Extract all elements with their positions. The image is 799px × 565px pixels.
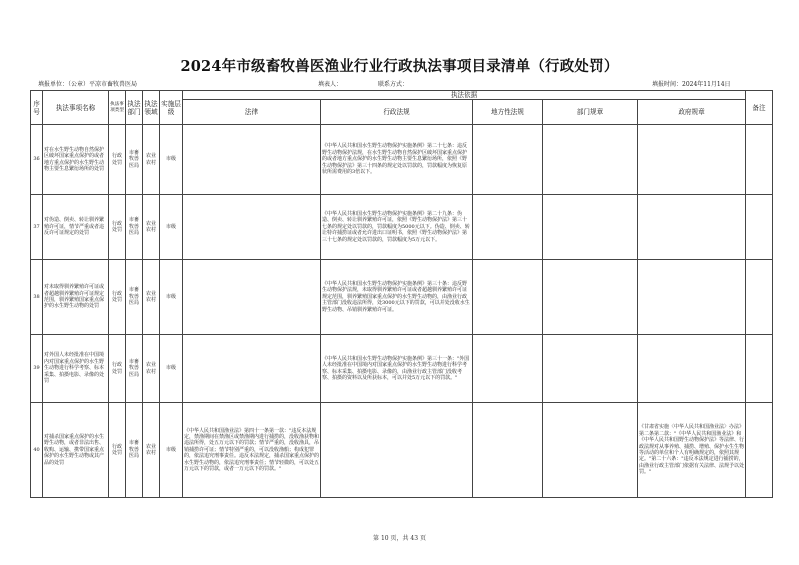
row-remark <box>746 260 773 335</box>
row-dept-rule <box>543 335 638 403</box>
header-level: 实施层级 <box>160 91 183 125</box>
row-remark <box>746 125 773 195</box>
row-seq: 37 <box>31 195 43 260</box>
row-field: 农业农村 <box>143 260 160 335</box>
row-law <box>183 260 321 335</box>
table-row <box>31 260 773 335</box>
row-dept: 市畜牧兽医局 <box>126 403 143 498</box>
row-field: 农业农村 <box>143 195 160 260</box>
table-row <box>31 335 773 403</box>
row-name: 对捕杀国家重点保护的水生野生动物，或者非法出售、收购、运输、携带国家重点保护的水生野生动物或其产品的处罚 <box>43 403 109 498</box>
row-dept: 市畜牧兽医局 <box>126 195 143 260</box>
contact-label: 联系方式： <box>378 81 409 88</box>
row-law: 《中华人民共和国渔业法》第四十一条第一款："违反本法规定，禁渔期间在禁渔区或禁渔期内进行捕捞的，没收渔获物和违法所得，处五万元以下的罚款；情节严重的，没收渔具，吊销捕捞许可证；情节特别严重的，可以没收渔船；构成犯罪的，依法追究刑事责任。违反本法规定，捕杀国家重点保护的水生野生动物的，依法追究刑事责任；情节轻微的，可以处五万元以下的罚款，或者一万元以下的罚款。" <box>183 403 321 498</box>
row-local-reg <box>473 403 543 498</box>
row-admin-reg: 《中华人民共和国水生野生动物保护实施条例》第二十九条：伪造、倒卖、转让驯养繁殖许可证，依照《野生动物保护法》第三十七条的规定处以罚款的，罚款幅度为5000元以下。伪造、倒卖、转让特许捕捞证或者允许进出口证明书，依照《野生动物保护法》第三十七条的规定处以罚款的，罚款幅度为5万元以下。 <box>321 195 473 260</box>
row-dept-rule <box>543 195 638 260</box>
header-field: 执法领域 <box>143 91 160 125</box>
row-law <box>183 195 321 260</box>
row-dept: 市畜牧兽医局 <box>126 260 143 335</box>
row-gov-rule <box>638 335 746 403</box>
row-dept: 市畜牧兽医局 <box>126 125 143 195</box>
table-row <box>31 125 773 195</box>
row-type: 行政处罚 <box>109 403 126 498</box>
header-seq: 序号 <box>31 91 43 125</box>
row-level: 市级 <box>160 403 183 498</box>
row-remark <box>746 403 773 498</box>
header-type: 执法事项类型 <box>109 91 126 125</box>
page-title: 2024年市级畜牧兽医渔业行业行政执法事项目录清单（行政处罚） <box>180 58 619 75</box>
row-seq: 40 <box>31 403 43 498</box>
enforcement-table <box>30 90 773 498</box>
row-level: 市级 <box>160 260 183 335</box>
row-name: 对在水生野生动物自然保护区破坏国家重点保护的或者地方重点保护的水生野生动物主要生息繁衍场所的处罚 <box>43 125 109 195</box>
row-seq: 36 <box>31 125 43 195</box>
row-type: 行政处罚 <box>109 335 126 403</box>
row-level: 市级 <box>160 195 183 260</box>
row-type: 行政处罚 <box>109 195 126 260</box>
page-number: 第 10 页，共 43 页 <box>373 535 426 542</box>
table-row <box>31 195 773 260</box>
row-gov-rule: 《甘肃省实施〈中华人民共和国渔业法〉办法》第二条第二款："《中华人民共和国渔业法》和《中华人民共和国野生动物保护法》等法律、行政法规对从事养殖、捕捞、增殖、保护水生生物等活动的单位和个人有明确规定的，依照其规定。"第二十六条："违反本法规定进行捕捞的，由渔业行政主管部门依据有关法律、法规予以处罚。" <box>638 403 746 498</box>
row-name: 对伪造、倒卖、转让驯养繁殖许可证，情节严重或者违反许可证规定的处罚 <box>43 195 109 260</box>
row-remark <box>746 195 773 260</box>
table-row <box>31 403 773 498</box>
row-field: 农业农村 <box>143 125 160 195</box>
row-dept-rule <box>543 260 638 335</box>
header-dept-rule: 部门规章 <box>543 100 638 125</box>
row-admin-reg: 《中华人民共和国水生野生动物保护实施条例》第三十一条："外国人未经批准在中国境内对国家重点保护的水生野生动物进行科学考察、标本采集、拍摄电影、录像的，由渔业行政主管部门没收考察、拍摄的资料以及所获标本，可以并处5万元以下的罚款。" <box>321 335 473 403</box>
row-admin-reg: 《中华人民共和国水生野生动物保护实施条例》第二十七条：违反野生动物保护法规，在水生野生动物自然保护区破坏国家重点保护的或者地方重点保护的水生野生动物主要生息繁衍场所，依照《野生动物保护法》第三十四条的规定处以罚款的，罚款幅度为恢复原状所需费用的3倍以下。 <box>321 125 473 195</box>
row-field: 农业农村 <box>143 403 160 498</box>
row-type: 行政处罚 <box>109 260 126 335</box>
row-name: 对外国人未经批准在中国境内对国家重点保护的水生野生动物进行科学考察、标本采集、拍摄电影、录像的处罚 <box>43 335 109 403</box>
row-level: 市级 <box>160 335 183 403</box>
row-local-reg <box>473 260 543 335</box>
header-name: 执法事项名称 <box>43 91 109 125</box>
row-law <box>183 335 321 403</box>
header-remark: 备注 <box>746 91 773 125</box>
row-remark <box>746 335 773 403</box>
row-local-reg <box>473 125 543 195</box>
header-admin-reg: 行政法规 <box>321 100 473 125</box>
header-gov-rule: 政府规章 <box>638 100 746 125</box>
row-gov-rule <box>638 125 746 195</box>
row-dept: 市畜牧兽医局 <box>126 335 143 403</box>
row-seq: 38 <box>31 260 43 335</box>
row-gov-rule <box>638 195 746 260</box>
row-dept-rule <box>543 125 638 195</box>
row-local-reg <box>473 195 543 260</box>
row-type: 行政处罚 <box>109 125 126 195</box>
row-local-reg <box>473 335 543 403</box>
row-law <box>183 125 321 195</box>
row-admin-reg <box>321 403 473 498</box>
header-basis: 执法依据 <box>183 91 746 100</box>
fill-unit: 填报单位：（公章）平凉市畜牧兽医局 <box>38 81 138 88</box>
row-level: 市级 <box>160 125 183 195</box>
header-local-reg: 地方性法规 <box>473 100 543 125</box>
row-dept-rule <box>543 403 638 498</box>
header-dept: 执法部门 <box>126 91 143 125</box>
header-law: 法律 <box>183 100 321 125</box>
row-gov-rule <box>638 260 746 335</box>
fill-date: 填报时间：2024年11月14日 <box>652 81 731 88</box>
row-seq: 39 <box>31 335 43 403</box>
row-name: 对未取得驯养繁殖许可证或者超越驯养繁殖许可证规定范围，驯养繁殖国家重点保护的水生野生动物的处罚 <box>43 260 109 335</box>
row-field: 农业农村 <box>143 335 160 403</box>
filler-label: 填表人： <box>318 81 343 88</box>
row-admin-reg: 《中华人民共和国水生野生动物保护实施条例》第三十条：违反野生动物保护法规，未取得驯养繁殖许可证或者超越驯养繁殖许可证规定范围，驯养繁殖国家重点保护的水生野生动物的，由渔业行政主管部门没收违法所得，处3000元以下的罚款，可以并处没收水生野生动物、吊销驯养繁殖许可证。 <box>321 260 473 335</box>
